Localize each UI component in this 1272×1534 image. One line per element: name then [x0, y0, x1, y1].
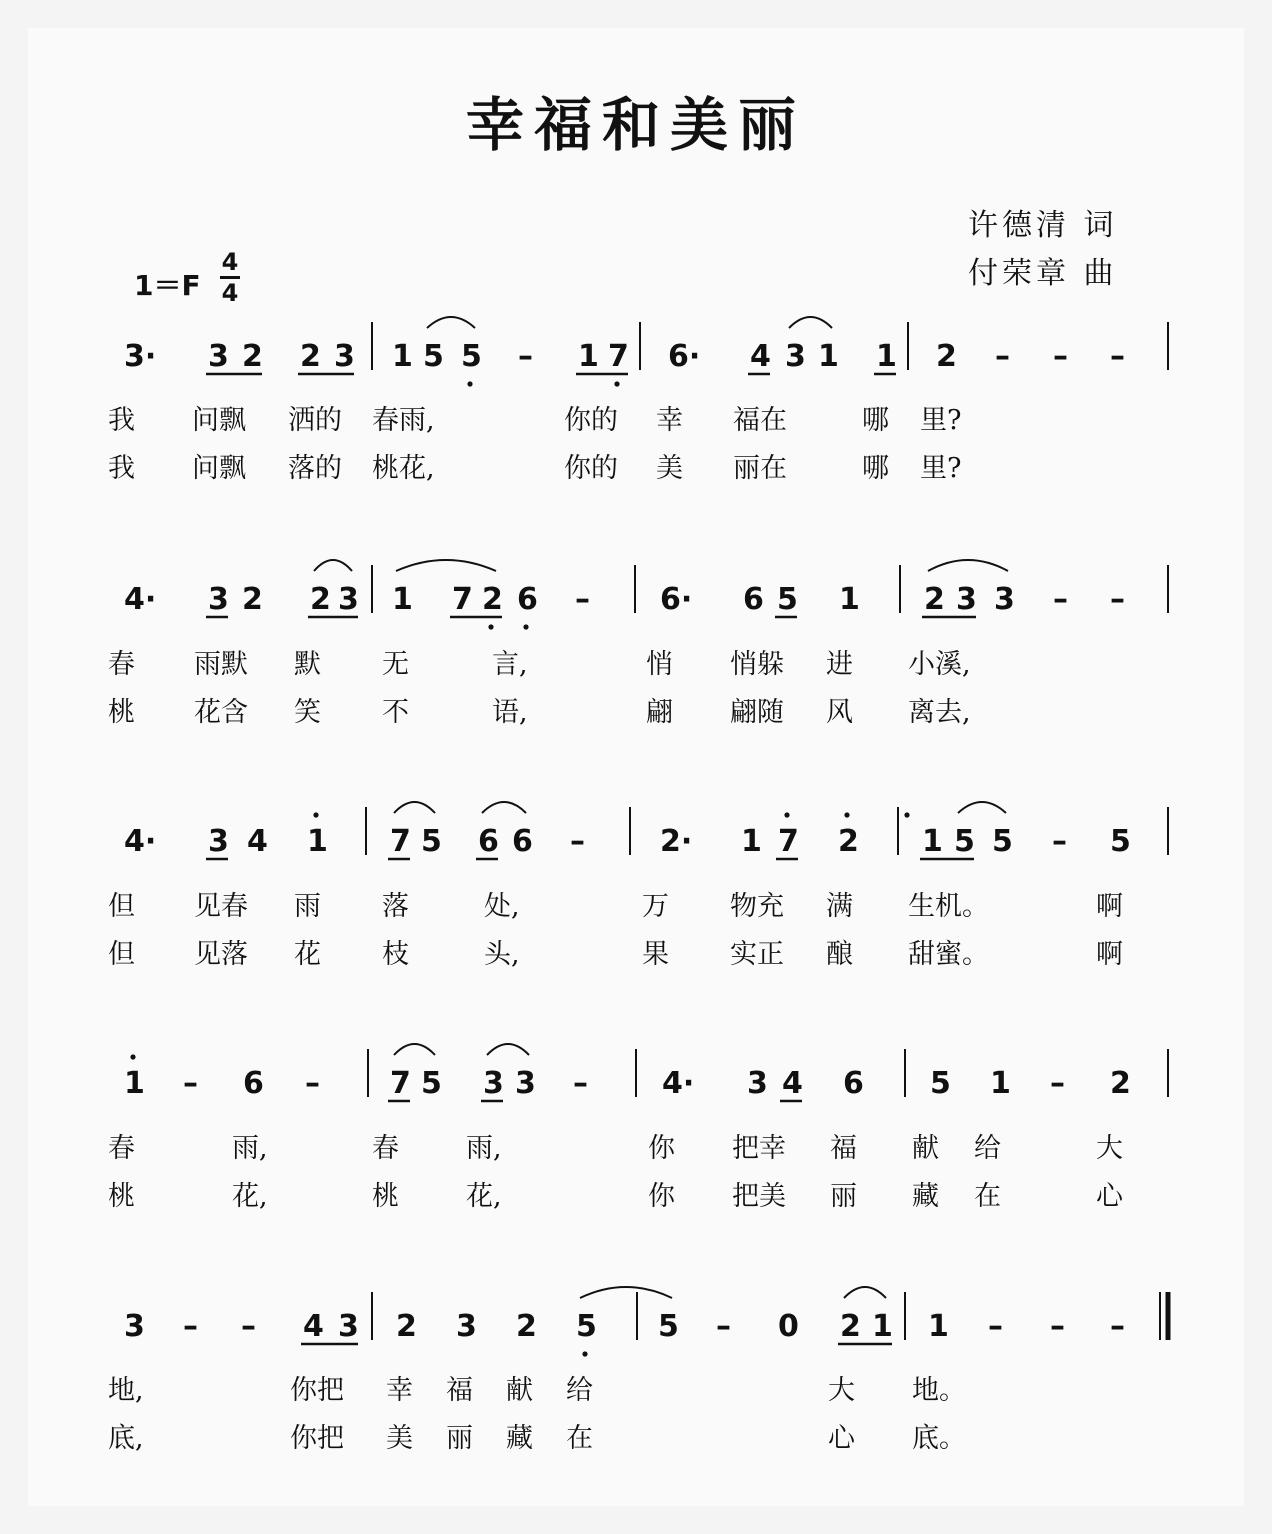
note: 1 [392, 582, 413, 617]
note: 1 [307, 824, 328, 859]
lyric-syllable: 给 [566, 1375, 593, 1406]
note: 1 [876, 339, 897, 374]
lyric-syllable: 丽 [830, 1181, 857, 1212]
dash-extension: – [1050, 1309, 1065, 1344]
dash-extension: – [1110, 339, 1125, 374]
note: 5 [576, 1309, 597, 1344]
lyric-syllable: 无 [382, 649, 409, 680]
lyric-syllable: 离去, [908, 697, 971, 728]
note: 3· [124, 339, 157, 374]
note: 3 [334, 339, 355, 374]
lyric-syllable: 美 [386, 1423, 413, 1454]
lyric-syllable: 春 [108, 1133, 135, 1164]
lyric-syllable: 我 [108, 405, 135, 436]
lyric-syllable: 语, [492, 697, 528, 728]
lyric-syllable: 甜蜜。 [908, 939, 989, 970]
lyric-syllable: 丽 [446, 1423, 473, 1454]
slur [427, 317, 475, 328]
lyric-syllable: 悄 [646, 649, 673, 680]
lyric-syllable: 大 [1096, 1133, 1123, 1164]
note: 1 [872, 1309, 893, 1344]
lyric-syllable: 里? [920, 453, 962, 484]
lyric-syllable: 我 [108, 453, 135, 484]
note: 6 [478, 824, 499, 859]
note: 1 [928, 1309, 949, 1344]
lyric-syllable: 桃 [372, 1181, 399, 1212]
note: 5 [930, 1066, 951, 1101]
note: 1 [124, 1066, 145, 1101]
lyric-syllable: 底, [108, 1423, 144, 1454]
note: 3 [208, 339, 229, 374]
dash-extension: – [988, 1309, 1003, 1344]
note: 7 [778, 824, 799, 859]
lyric-syllable: 幸 [386, 1375, 413, 1406]
note: 2 [242, 582, 263, 617]
lyric-syllable: 心 [1096, 1181, 1123, 1212]
note: 2 [516, 1309, 537, 1344]
lyric-syllable: 笑 [294, 697, 321, 728]
lyric-syllable: 里? [920, 405, 962, 436]
note: 5 [423, 339, 444, 374]
lyric-syllable: 洒的 [288, 405, 342, 436]
note: 4· [124, 582, 157, 617]
lyric-syllable: 丽在 [733, 453, 787, 484]
lyric-syllable: 雨 [294, 891, 321, 922]
lyric-syllable: 你 [648, 1181, 675, 1212]
note: 3 [747, 1066, 768, 1101]
note: 1 [578, 339, 599, 374]
note: 3 [456, 1309, 477, 1344]
lyric-syllable: 你的 [564, 405, 618, 436]
note: 6 [743, 582, 764, 617]
note: 2 [840, 1309, 861, 1344]
note: 5 [777, 582, 798, 617]
lyric-syllable: 福在 [733, 405, 787, 436]
slur [928, 560, 1008, 571]
lyric-syllable: 幸 [656, 405, 683, 436]
lyric-syllable: 雨, [466, 1133, 502, 1164]
lyric-syllable: 翩随 [730, 697, 784, 728]
note: 1 [741, 824, 762, 859]
lyric-syllable: 哪 [862, 453, 889, 484]
note: 3 [515, 1066, 536, 1101]
dash-extension: – [570, 824, 585, 859]
lyric-syllable: 大 [828, 1375, 855, 1406]
note: 3 [785, 339, 806, 374]
slur [789, 317, 832, 328]
lyric-syllable: 翩 [646, 697, 673, 728]
note: 6· [660, 582, 693, 617]
lyric-syllable: 不 [382, 697, 409, 728]
lyric-syllable: 地, [108, 1375, 144, 1406]
upper-octave-dot [844, 812, 849, 817]
note: 6 [243, 1066, 264, 1101]
lyric-syllable: 酿 [826, 939, 853, 970]
lyric-syllable: 风 [826, 697, 853, 728]
note: 7 [390, 1066, 411, 1101]
lyric-syllable: 进 [826, 649, 853, 680]
lyric-syllable: 美 [656, 453, 683, 484]
lyric-syllable: 问飘 [192, 405, 246, 436]
dash-extension: – [183, 1066, 198, 1101]
lyric-syllable: 满 [826, 891, 853, 922]
lyric-syllable: 春 [108, 649, 135, 680]
note: 2 [924, 582, 945, 617]
lyric-syllable: 在 [566, 1423, 593, 1454]
lower-octave-dot [488, 624, 493, 629]
dash-extension: – [575, 582, 590, 617]
lyric-syllable: 花含 [194, 697, 248, 728]
dash-extension: – [183, 1309, 198, 1344]
lower-octave-dot [523, 624, 528, 629]
note: 3 [208, 824, 229, 859]
lyric-syllable: 福 [446, 1375, 473, 1406]
note: 2 [300, 339, 321, 374]
lyric-syllable: 藏 [912, 1181, 939, 1212]
note: 4· [124, 824, 157, 859]
lyric-syllable: 实正 [730, 939, 784, 970]
lyric-syllable: 心 [828, 1423, 855, 1454]
slur [482, 802, 526, 813]
lyric-syllable: 花 [294, 939, 321, 970]
dash-extension: – [1052, 824, 1067, 859]
lyric-syllable: 物充 [730, 891, 784, 922]
note: 7 [452, 582, 473, 617]
lyric-syllable: 春雨, [372, 405, 435, 436]
note: 2 [396, 1309, 417, 1344]
upper-octave-dot [784, 812, 789, 817]
dash-extension: – [1050, 1066, 1065, 1101]
lyric-syllable: 献 [912, 1133, 939, 1164]
lyric-syllable: 果 [642, 939, 669, 970]
lyric-syllable: 地。 [912, 1375, 966, 1406]
lyric-syllable: 献 [506, 1375, 533, 1406]
note: 1 [392, 339, 413, 374]
note: 2 [482, 582, 503, 617]
lyric-syllable: 把幸 [732, 1133, 786, 1164]
lyric-syllable: 雨默 [194, 649, 248, 680]
note: 2 [242, 339, 263, 374]
lyric-syllable: 啊 [1096, 939, 1123, 970]
lyric-syllable: 哪 [862, 405, 889, 436]
slur [958, 802, 1006, 813]
note: 2 [838, 824, 859, 859]
slur [487, 1044, 529, 1055]
note: 5 [421, 824, 442, 859]
dash-extension: – [305, 1066, 320, 1101]
lyric-syllable: 花, [466, 1181, 502, 1212]
dash-extension: – [573, 1066, 588, 1101]
lyric-syllable: 万 [642, 891, 669, 922]
slur [314, 560, 352, 571]
lyric-syllable: 把美 [732, 1181, 786, 1212]
note: 3 [208, 582, 229, 617]
lyric-syllable: 你的 [564, 453, 618, 484]
dash-extension: – [1110, 582, 1125, 617]
note: 2 [1110, 1066, 1131, 1101]
dash-extension: – [995, 339, 1010, 374]
note: 1 [922, 824, 943, 859]
note: 6 [517, 582, 538, 617]
dash-extension: – [1053, 582, 1068, 617]
slur [394, 802, 435, 813]
dash-extension: – [518, 339, 533, 374]
lower-octave-dot [582, 1351, 587, 1356]
note: 6 [843, 1066, 864, 1101]
dash-extension: – [1053, 339, 1068, 374]
lyric-syllable: 藏 [506, 1423, 533, 1454]
note: 2· [660, 824, 693, 859]
note: 5 [992, 824, 1013, 859]
lyric-syllable: 但 [108, 939, 135, 970]
lyric-syllable: 雨, [232, 1133, 268, 1164]
slur [396, 560, 496, 571]
upper-octave-dot [313, 812, 318, 817]
lyric-syllable: 春 [372, 1133, 399, 1164]
note: 3 [483, 1066, 504, 1101]
lyric-syllable: 处, [484, 891, 520, 922]
note: 4 [247, 824, 268, 859]
lyricist-credit: 许德清 词 [968, 208, 1118, 243]
lyric-syllable: 桃 [108, 697, 135, 728]
lyric-syllable: 见春 [194, 891, 248, 922]
note: 1 [839, 582, 860, 617]
note: 0 [778, 1309, 799, 1344]
dash-extension: – [1110, 1309, 1125, 1344]
lower-octave-dot [614, 381, 619, 386]
note: 7 [390, 824, 411, 859]
slur [394, 1044, 435, 1055]
dash-extension: – [241, 1309, 256, 1344]
composer-credit: 付荣章 曲 [968, 256, 1118, 291]
note: 4· [662, 1066, 695, 1101]
note: 4 [303, 1309, 324, 1344]
note: 5 [461, 339, 482, 374]
note: 5 [658, 1309, 679, 1344]
lyric-syllable: 头, [484, 939, 520, 970]
note: 3 [338, 1309, 359, 1344]
lyric-syllable: 小溪, [908, 649, 971, 680]
time-signature-bottom: 4 [221, 279, 239, 307]
lyric-syllable: 但 [108, 891, 135, 922]
lyric-syllable: 在 [974, 1181, 1001, 1212]
note: 3 [338, 582, 359, 617]
upper-octave-dot [130, 1054, 135, 1059]
lyric-syllable: 默 [294, 649, 321, 680]
slur [580, 1287, 672, 1298]
lyric-syllable: 啊 [1096, 891, 1123, 922]
lyric-syllable: 你 [648, 1133, 675, 1164]
lyric-syllable: 落 [382, 891, 409, 922]
lyric-syllable: 给 [974, 1133, 1001, 1164]
upper-octave-dot [904, 812, 909, 817]
dash-extension: – [716, 1309, 731, 1344]
note: 3 [994, 582, 1015, 617]
lower-octave-dot [467, 381, 472, 386]
note: 5 [1110, 824, 1131, 859]
lyric-syllable: 枝 [382, 939, 409, 970]
lyric-syllable: 见落 [194, 939, 248, 970]
lyric-syllable: 言, [492, 649, 528, 680]
note: 4 [782, 1066, 803, 1101]
note: 6 [512, 824, 533, 859]
note: 5 [954, 824, 975, 859]
note: 3 [124, 1309, 145, 1344]
song-title: 幸福和美丽 [465, 91, 806, 159]
lyric-syllable: 落的 [288, 453, 342, 484]
lyric-syllable: 悄躲 [730, 649, 784, 680]
note: 1 [818, 339, 839, 374]
lyric-syllable: 花, [232, 1181, 268, 1212]
key-signature: 1＝F [134, 269, 201, 302]
lyric-syllable: 你把 [290, 1375, 344, 1406]
lyric-syllable: 桃 [108, 1181, 135, 1212]
lyric-syllable: 生机。 [908, 891, 989, 922]
lyric-syllable: 底。 [912, 1423, 966, 1454]
note: 2 [310, 582, 331, 617]
lyric-syllable: 你把 [290, 1423, 344, 1454]
note: 5 [421, 1066, 442, 1101]
note: 3 [956, 582, 977, 617]
note: 4 [750, 339, 771, 374]
slur [844, 1287, 886, 1298]
lyric-syllable: 福 [830, 1133, 857, 1164]
note: 7 [608, 339, 629, 374]
lyric-syllable: 桃花, [372, 453, 435, 484]
lyric-syllable: 问飘 [192, 453, 246, 484]
note: 2 [936, 339, 957, 374]
note: 1 [990, 1066, 1011, 1101]
note: 6· [668, 339, 701, 374]
time-signature-top: 4 [221, 248, 239, 276]
